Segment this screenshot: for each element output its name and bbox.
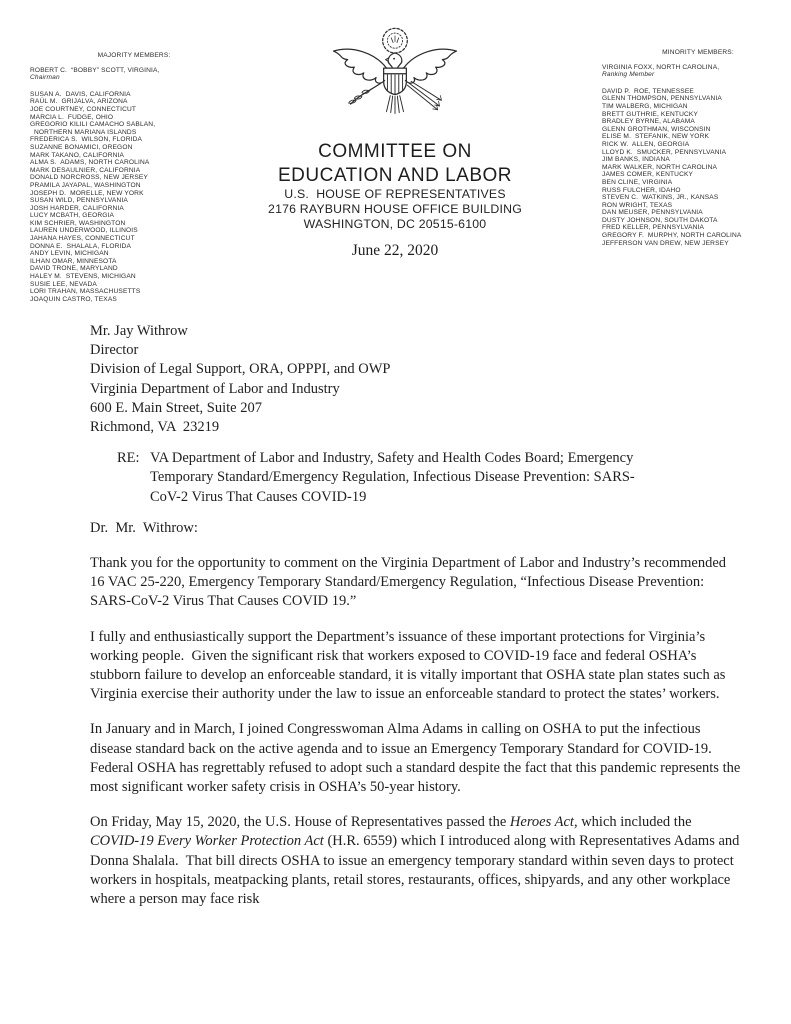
majority-members-heading: MAJORITY MEMBERS: — [97, 52, 171, 59]
recipient-line: Mr. Jay Withrow — [90, 323, 188, 339]
majority-member: HALEY M. STEVENS, MICHIGAN — [30, 273, 136, 281]
re-subject-line: VA Department of Labor and Industry, Safety and Health Codes Board; Emergency — [150, 450, 634, 467]
paragraph-4-text-2: , which included the — [573, 814, 696, 831]
majority-member: MARCIA L. FUDGE, OHIO — [30, 113, 114, 121]
heroes-act-italic: Heroes Act — [509, 814, 574, 831]
recipient-line: Virginia Department of Labor and Industry — [90, 380, 340, 397]
minority-member: FRED KELLER, PENNSYLVANIA — [602, 224, 705, 232]
recipient-line: Richmond, VA 23219 — [90, 419, 220, 436]
minority-member: JIM BANKS, INDIANA — [602, 156, 670, 164]
majority-member: MARK DESAULNIER, CALIFORNIA — [30, 166, 141, 174]
majority-member: DONNA E. SHALALA, FLORIDA — [30, 242, 132, 250]
minority-member: DUSTY JOHNSON, SOUTH DAKOTA — [602, 216, 718, 224]
minority-member: RUSS FULCHER, IDAHO — [602, 186, 681, 194]
majority-member: JOAQUIN CASTRO, TEXAS — [30, 295, 117, 303]
majority-member: SUZANNE BONAMICI, OREGON — [30, 143, 133, 151]
letterhead — [230, 24, 560, 260]
minority-member: ELISE M. STEFANIK, NEW YORK — [602, 133, 710, 141]
minority-member: DAVID P. ROE, TENNESSEE — [602, 87, 694, 95]
majority-members-column — [30, 52, 238, 303]
minority-member: DAN MEUSER, PENNSYLVANIA — [602, 209, 703, 217]
minority-member: TIM WALBERG, MICHIGAN — [602, 102, 688, 110]
majority-member: SUSIE LEE, NEVADA — [30, 280, 97, 288]
majority-member: KIM SCHRIER, WASHINGTON — [30, 219, 126, 227]
recipient-line: 600 E. Main Street, Suite 207 — [90, 399, 262, 416]
majority-member: PRAMILA JAYAPAL, WASHINGTON — [30, 181, 141, 189]
re-subject-lines — [150, 449, 635, 507]
every-worker-protection-act-italic: COVID-19 Every Worker Protection Act — [90, 833, 324, 850]
letter-body — [90, 322, 744, 925]
minority-member: GREGORY F. MURPHY, NORTH CAROLINA — [602, 232, 742, 240]
paragraph-2 — [90, 628, 744, 705]
paragraph-4-text-3: (H.R. 6559) which I introduced along with Representatives Adams and Donna Shalala. That bill directs OSHA to issue an emergency temporary standard within seven days to protect workers in hospitals, meatpacking plants, retail stores, restaurants, offices, shipyards, and any other workplace where a person may face risk — [90, 833, 744, 908]
majority-member: DONALD NORCROSS, NEW JERSEY — [30, 174, 148, 182]
minority-member: RON WRIGHT, TEXAS — [602, 201, 673, 209]
paragraph-3 — [90, 720, 744, 797]
paragraph-3-text: In January and in March, I joined Congresswoman Alma Adams in calling on OSHA to put the infectious disease standard back on the active agenda and to issue an Emergency Temporary Standard for COVID-19. Federal OSHA has regrettably refused to adopt such a standard despite the fact that this pandemic represents the most significant worker safety crisis in OSHA’s 50-year history. — [90, 721, 744, 796]
city-line: WASHINGTON, DC 20515-6100 — [303, 217, 487, 231]
re-subject-line: CoV-2 Virus That Causes COVID-19 — [150, 488, 367, 505]
minority-members-column — [602, 49, 791, 247]
majority-member: ANDY LEVIN, MICHIGAN — [30, 250, 109, 258]
majority-member: JOE COURTNEY, CONNECTICUT — [30, 105, 137, 113]
minority-member: JAMES COMER, KENTUCKY — [602, 171, 694, 179]
majority-member: SUSAN WILD, PENNSYLVANIA — [30, 197, 128, 205]
letter-date: June 22, 2020 — [351, 242, 439, 259]
re-subject-line: Temporary Standard/Emergency Regulation, Infectious Disease Prevention: SARS- — [150, 469, 635, 486]
minority-member: GLENN THOMPSON, PENNSYLVANIA — [602, 95, 722, 103]
majority-member: LAUREN UNDERWOOD, ILLINOIS — [30, 227, 138, 235]
majority-member: GREGORIO KILILI CAMACHO SABLAN, — [30, 121, 156, 129]
majority-member: MARK TAKANO, CALIFORNIA — [30, 151, 125, 159]
minority-member: LLOYD K. SMUCKER, PENNSYLVANIA — [602, 148, 727, 156]
minority-member: JEFFERSON VAN DREW, NEW JERSEY — [602, 239, 729, 247]
paragraph-1-text: Thank you for the opportunity to comment on the Virginia Department of Labor and Industry’s recommended 16 VAC 25-220, Emergency Temporary Standard/Emergency Regulation, “Infectious Disease Prevention: SARS-CoV-2 Virus That Causes COVID 19.” — [90, 555, 730, 610]
re-label: RE: — [117, 450, 140, 467]
minority-member: BRADLEY BYRNE, ALABAMA — [602, 118, 695, 126]
majority-member: LUCY MCBATH, GEORGIA — [30, 212, 115, 220]
recipient-line: Division of Legal Support, ORA, OPPPI, and OWP — [90, 361, 391, 378]
subject-re-block — [117, 449, 744, 507]
majority-member: SUSAN A. DAVIS, CALIFORNIA — [30, 90, 131, 98]
paragraph-2-text: I fully and enthusiastically support the Department’s issuance of these important protections for Virginia’s working people. Given the significant risk that workers exposed to COVID-19 face and federal OSHA’s stubborn failure to develop an enforceable standard, it is vitally important that OSHA state plan states such as Virginia exercise their authority under the law to issue an enforceable standard to protect the states’ workers. — [90, 628, 729, 703]
paragraph-4 — [90, 813, 744, 909]
org-line: U.S. HOUSE OF REPRESENTATIVES — [284, 187, 506, 201]
majority-member: ALMA S. ADAMS, NORTH CAROLINA — [30, 159, 150, 167]
minority-chair-name: VIRGINIA FOXX, NORTH CAROLINA, — [602, 63, 720, 71]
minority-members-list — [602, 88, 791, 247]
majority-member: RAÚL M. GRIJALVA, ARIZONA — [30, 98, 128, 106]
majority-chair-name: ROBERT C. “BOBBY” SCOTT, VIRGINIA, — [30, 66, 160, 74]
minority-member: BEN CLINE, VIRGINIA — [602, 178, 673, 186]
majority-member: FREDERICA S. WILSON, FLORIDA — [30, 136, 143, 144]
paragraph-1 — [90, 554, 744, 612]
minority-member: STEVEN C. WATKINS, JR., KANSAS — [602, 194, 719, 202]
majority-member: JOSEPH D. MORELLE, NEW YORK — [30, 189, 144, 197]
recipient-address-block — [90, 322, 744, 437]
minority-member: MARK WALKER, NORTH CAROLINA — [602, 163, 718, 171]
majority-member: NORTHERN MARIANA ISLANDS — [30, 128, 137, 136]
building-line: 2176 RAYBURN HOUSE OFFICE BUILDING — [268, 202, 522, 216]
committee-name-line2: EDUCATION AND LABOR — [277, 165, 513, 186]
paragraph-4-text: On Friday, May 15, 2020, the U.S. House of Representatives passed the — [90, 814, 510, 831]
us-house-eagle-seal-icon — [324, 24, 466, 134]
majority-member: DAVID TRONE, MARYLAND — [30, 265, 118, 273]
minority-members-heading: MINORITY MEMBERS: — [662, 49, 734, 56]
majority-member: LORI TRAHAN, MASSACHUSETTS — [30, 288, 141, 296]
minority-member: BRETT GUTHRIE, KENTUCKY — [602, 110, 699, 118]
minority-chair-title: Ranking Member — [602, 71, 655, 79]
majority-member: ILHAN OMAR, MINNESOTA — [30, 257, 117, 265]
committee-name-line1: COMMITTEE ON — [318, 141, 472, 162]
majority-members-list — [30, 91, 238, 304]
recipient-line: Director — [90, 342, 139, 359]
majority-chair-title: Chairman — [30, 74, 60, 82]
minority-member: GLENN GROTHMAN, WISCONSIN — [602, 125, 711, 133]
minority-member: RICK W. ALLEN, GEORGIA — [602, 140, 690, 148]
salutation: Dr. Mr. Withrow: — [90, 519, 198, 536]
majority-member: JAHANA HAYES, CONNECTICUT — [30, 235, 135, 243]
majority-member: JOSH HARDER, CALIFORNIA — [30, 204, 124, 212]
